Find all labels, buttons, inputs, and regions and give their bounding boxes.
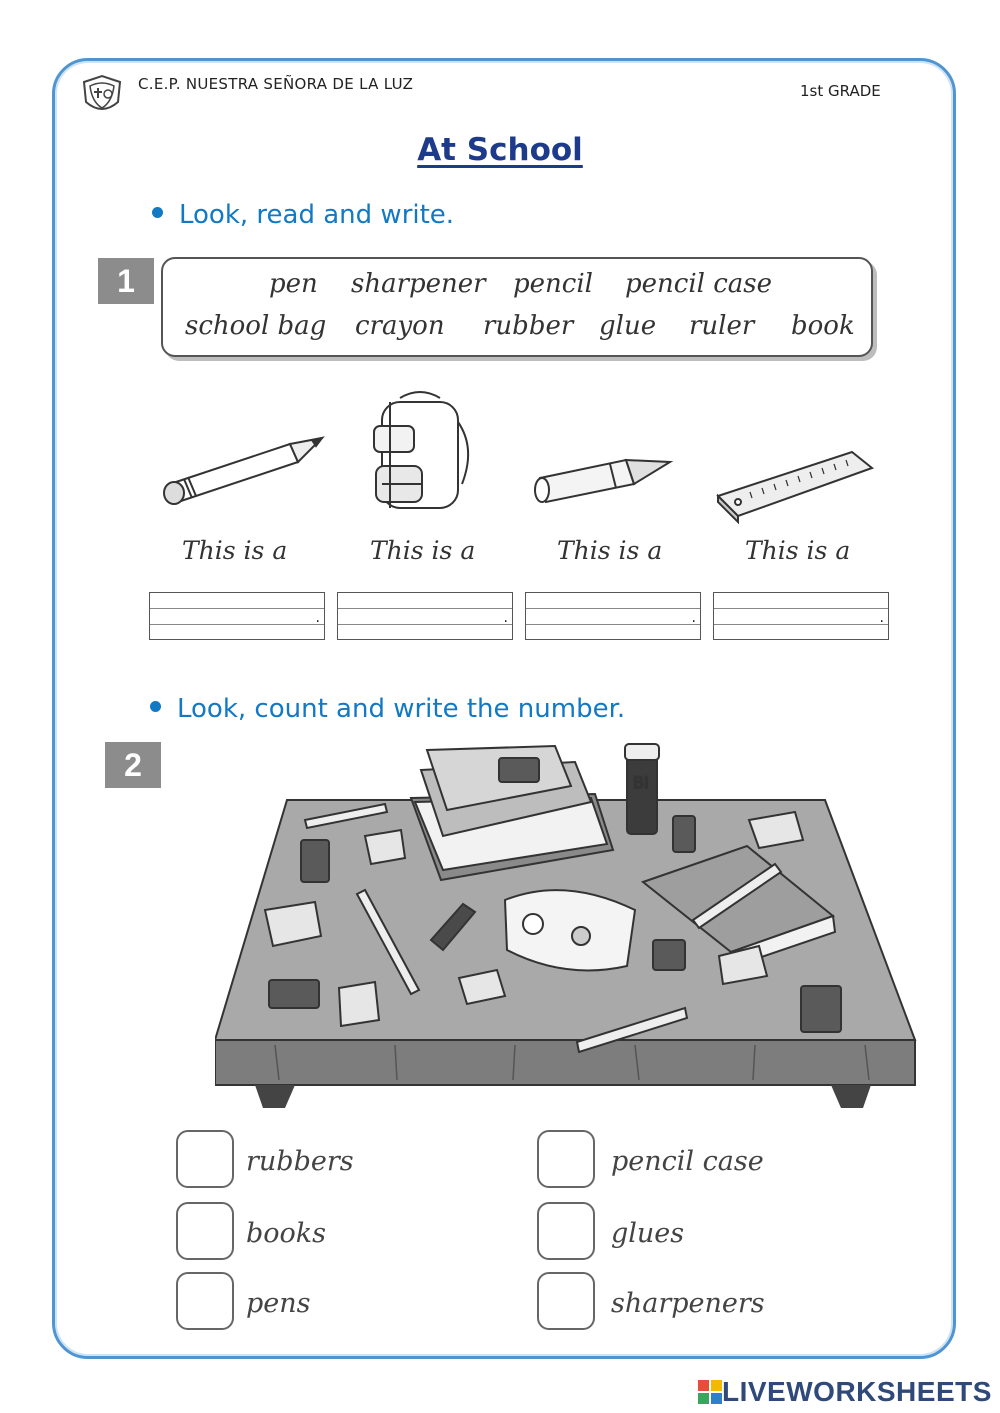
exercise-number-2: 2 — [105, 742, 161, 788]
count-label: rubbers — [246, 1146, 354, 1177]
word-bank-word: book — [791, 311, 855, 341]
bullet-icon — [150, 701, 161, 712]
liveworksheets-logo — [698, 1376, 992, 1408]
word-bank-word: sharpener — [351, 269, 486, 299]
school-name: C.E.P. NUESTRA SEÑORA DE LA LUZ — [138, 75, 414, 93]
answer-field[interactable]: . — [337, 592, 513, 640]
count-label: pens — [246, 1288, 311, 1319]
answer-field[interactable]: . — [713, 592, 889, 640]
prompt-text: This is a — [745, 536, 851, 565]
count-input-books[interactable] — [176, 1202, 234, 1260]
word-bank-word: ruler — [689, 311, 755, 341]
liveworksheets-icon — [698, 1380, 722, 1404]
answer-field[interactable]: . — [149, 592, 325, 640]
svg-text:BI: BI — [633, 773, 649, 792]
pencil-icon — [158, 432, 328, 516]
word-bank-word: pencil case — [625, 269, 773, 299]
count-input-pens[interactable] — [176, 1272, 234, 1330]
school-bag-icon — [360, 388, 480, 514]
count-label: pencil case — [611, 1146, 764, 1177]
count-label: books — [246, 1218, 327, 1249]
answer-field[interactable]: . — [525, 592, 701, 640]
word-bank-word: rubber — [483, 311, 574, 341]
word-bank — [161, 257, 873, 357]
word-bank-word: pencil — [513, 269, 593, 299]
word-bank-word: pen — [269, 269, 318, 299]
count-input-rubbers[interactable] — [176, 1130, 234, 1188]
desk-scene-illustration — [215, 740, 935, 1110]
word-bank-word: glue — [599, 311, 657, 341]
brand-text: LIVEWORKSHEETS — [722, 1376, 992, 1407]
count-input-sharpeners[interactable] — [537, 1272, 595, 1330]
count-label: glues — [611, 1218, 685, 1249]
exercise-number-1: 1 — [98, 258, 154, 304]
page-title: At School — [417, 132, 583, 168]
grade-label: 1st GRADE — [800, 82, 881, 100]
word-bank-word: crayon — [355, 311, 445, 341]
count-input-pencil-case[interactable] — [537, 1130, 595, 1188]
prompt-text: This is a — [557, 536, 663, 565]
prompt-text: This is a — [182, 536, 288, 565]
bullet-icon — [152, 207, 163, 218]
school-logo — [78, 72, 126, 118]
instruction-2: Look, count and write the number. — [150, 694, 625, 724]
word-bank-word: school bag — [185, 311, 327, 341]
instruction-1: Look, read and write. — [152, 200, 454, 230]
count-label: sharpeners — [611, 1288, 765, 1319]
count-input-glues[interactable] — [537, 1202, 595, 1260]
ruler-icon — [712, 446, 876, 526]
prompt-text: This is a — [370, 536, 476, 565]
crayon-icon — [530, 448, 678, 506]
